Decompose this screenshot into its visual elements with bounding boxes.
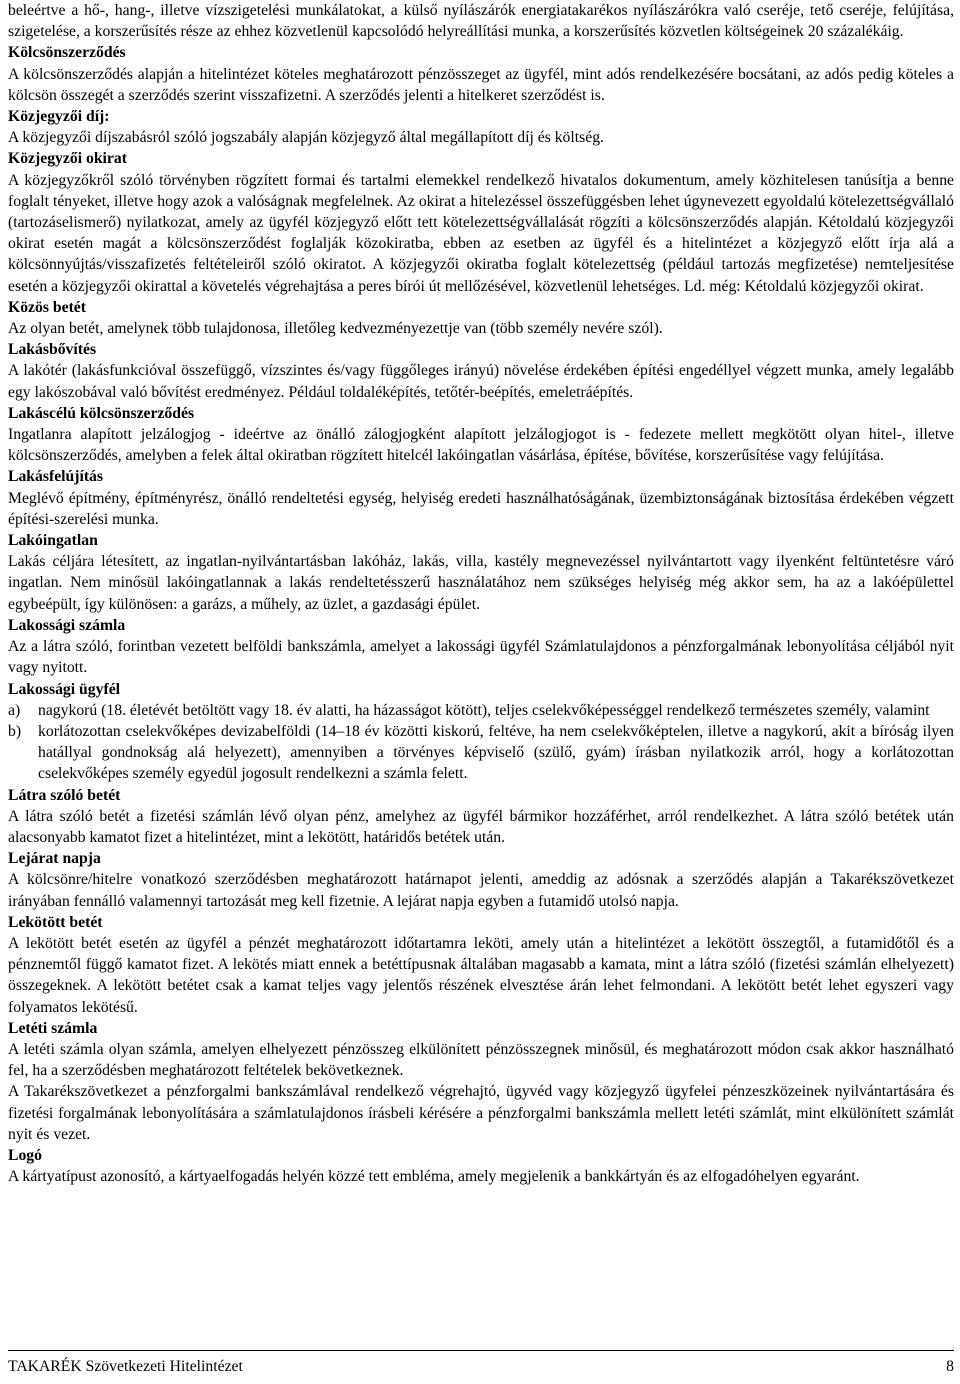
glossary-entry: [8, 615, 954, 679]
glossary-term: Kölcsönszerződés: [8, 44, 126, 62]
glossary-entry: [8, 403, 954, 467]
glossary-definition: A kártyatípust azonosító, a kártyaelfogadás helyén közzé tett embléma, amely megjelenik a bankkártyán és az elfogadóhelyen egyaránt.: [8, 1168, 860, 1186]
glossary-entry: [8, 466, 954, 530]
glossary-definition: A Takarékszövetkezet a pénzforgalmi bankszámlával rendelkező végrehajtó, ügyvéd vagy közjegyző ügyfelei pénzeszközeinek nyilvántartására és fizetési forgalmának lebonyolítására a számlatulajdonos írásbeli kérésére a pénzforgalmi bankszámla mellett letéti számlát, mint elkülönített számlát nyit és vezet.: [8, 1083, 954, 1143]
glossary-term: Lejárat napja: [8, 850, 101, 868]
glossary-entry: [8, 339, 954, 403]
glossary-term: Lakossági ügyfél: [8, 680, 121, 698]
glossary-entry: [8, 1145, 954, 1187]
glossary-term: Lakásbővítés: [8, 341, 97, 359]
glossary-entry: [8, 1018, 954, 1145]
glossary-term: Közjegyzői díj:: [8, 108, 110, 126]
glossary-entry: [8, 42, 954, 106]
list-marker: b): [8, 722, 22, 740]
glossary-entry: [8, 148, 954, 296]
glossary-entry: [8, 848, 954, 912]
glossary-entry: [8, 530, 954, 615]
glossary-definition: Lakás céljára létesített, az ingatlan-nyilvántartásban lakóház, lakás, villa, kastély megnevezéssel nyilvántartott vagy ilyenként feltüntetésre váró ingatlan. Nem minősül lakóingatlannak a lakás rendeltetésszerű használatához nem szükséges helyiség még akkor sem, ha az a lakóépülettel egybeépült, így különösen: a garázs, a műhely, az üzlet, a gazdasági épület.: [8, 553, 954, 613]
list-item: [8, 700, 954, 721]
glossary-definition: A lakótér (lakásfunkcióval összefüggő, vízszintes és/vagy függőleges irányú) növelése érdekében építési engedéllyel végzett munka, amely legalább egy lakószobával való bővítést eredményez. Például toldaléképítés, tetőtér-beépítés, emeletráépítés.: [8, 362, 954, 401]
glossary-entry: [8, 785, 954, 849]
glossary-entries: [8, 42, 954, 1187]
glossary-definition: Az olyan betét, amelynek több tulajdonosa, illetőleg kedvezményezettje van (több személy nevére szól).: [8, 320, 663, 338]
glossary-definition: A közjegyzői díjszabásról szóló jogszabály alapján közjegyző által megállapított díj és költség.: [8, 129, 604, 147]
document-body: [8, 0, 954, 1187]
glossary-definition: A letéti számla olyan számla, amelyen elhelyezett pénzösszeg elkülönített pénzösszegnek minősül, és meghatározott módon csak akkor használható fel, ha a szerződésben meghatározott feltételek bekövetkeznek.: [8, 1040, 954, 1080]
list-item-text: nagykorú (18. életévét betöltött vagy 18. év alatti, ha házasságot kötött), teljes cselekvőképességgel rendelkező természetes személy, valamint: [38, 701, 930, 719]
list-item: [8, 721, 954, 785]
glossary-term: Közjegyzői okirat: [8, 150, 127, 168]
glossary-term: Lakáscélú kölcsönszerződés: [8, 404, 195, 422]
glossary-term: Lakossági számla: [8, 616, 126, 634]
glossary-definition: A kölcsönre/hitelre vonatkozó szerződésben meghatározott határnapot jelenti, ameddig az adósnak a szerződés alapján a Takarékszövetkezet irányában fennálló valamennyi tartozását meg kell fizetnie. A lejárat napja egyben a futamidő utolsó napja.: [8, 871, 954, 910]
footer-title: TAKARÉK Szövetkezeti Hitelintézet: [8, 1358, 243, 1375]
intro-paragraph: beleértve a hő-, hang-, illetve vízszigetelési munkálatokat, a külső nyílászárók energiatakarékos nyílászárókra való cseréje, tető cseréje, felújítása, szigetelése, a korszerűsítés része az ehhez közvetlenül kapcsolódó helyreállítási munka, a korszerűsítés közvetlen költségeinek 20 százalékáig.: [8, 2, 954, 41]
glossary-definition: A kölcsönszerződés alapján a hitelintézet köteles meghatározott pénzösszeget az ügyfél, mint adós rendelkezésére bocsátani, az adós pedig köteles a kölcsön összegét a szerződés szerint visszafizetni. A szerződés jelenti a hitelkeret szerződést is.: [8, 65, 954, 104]
glossary-definition: A közjegyzőkről szóló törvényben rögzített formai és tartalmi elemekkel rendelkező hivatalos dokumentum, amely közhitelesen tanúsítja a benne foglalt tényeket, illetve hogy azok a valóságnak megfelelnek. Az okirat a hitelezéssel összefüggésben lehet úgynevezett egyoldalú kötelezettségvállaló (tartozáselismerő) nyilatkozat, amely az ügyfél közjegyző előtt tett kötelezettségvállalását rögzíti a kölcsönszerződés alapján. Kétoldalú közjegyzői okirat esetén magát a kölcsönszerződést foglalják közokiratba, ebben az esetben az ügyfél és a hitelintézet a közjegyző előtt írja alá a kölcsönnyújtás/visszafizetés feltételeiről szóló okiratot. A közjegyzői okiratba foglalt kötelezettség (például tartozás megfizetése) nemteljesítése esetén a közjegyzői okirattal a követelés végrehajtása a peres bírói út mellőzésével, közvetlenül lehetséges. Ld. még: Kétoldalú közjegyzői okirat.: [8, 171, 954, 295]
glossary-entry: [8, 912, 954, 1018]
glossary-term: Közös betét: [8, 298, 86, 316]
glossary-entry: [8, 297, 954, 339]
page-footer: [8, 1350, 954, 1377]
glossary-term: Lekötött betét: [8, 913, 103, 931]
glossary-term: Lakóingatlan: [8, 532, 98, 550]
glossary-term: Látra szóló betét: [8, 786, 121, 804]
glossary-definition: A lekötött betét esetén az ügyfél a pénzét meghatározott időtartamra leköti, amely után a hitelintézet a lekötött összegtől, a futamidőtől és a pénznemtől függő kamatot fizet. A lekötés miatt ennek a betéttípusnak általában magasabb a kamata, mint a látra szóló (fizetési számlán elhelyezett) összegeknek. A lekötött betétet csak a kamat teljes vagy jelentős részének elvesztése árán lehet felmondani. A lekötött betét lehet egyszeri vagy folyamatos lekötésű.: [8, 934, 954, 1016]
definition-list: [8, 700, 954, 785]
glossary-term: Logó: [8, 1146, 42, 1164]
glossary-definition: Ingatlanra alapított jelzálogjog - ideértve az önálló zálogjogként alapított jelzálogjogot is - fedezete mellett megkötött olyan hitel-, illetve kölcsönszerződés, amelyben a felek által okiratban rögzített hitelcél lakóingatlan vásárlása, építése, bővítése, korszerűsítése vagy felújítása.: [8, 426, 954, 465]
glossary-definition: Meglévő építmény, építményrész, önálló rendeltetési egység, helyiség eredeti használhatóságának, üzembiztonságának biztosítása érdekében végzett építési-szerelési munka.: [8, 489, 954, 528]
list-item-text: korlátozottan cselekvőképes devizabelföldi (14–18 év közötti kiskorú, feltéve, ha nem cselekvőképtelen, illetve a nagykorú, akit a bíróság ilyen hatállyal gondnokság alá helyezett), amennyiben a törvényes képviselő (szülő, gyám) írásban nyilatkozik arról, hogy a korlátozottan cselekvőképes személy egyedül jogosult rendelkezni a számla felett.: [38, 722, 954, 783]
glossary-entry: [8, 106, 954, 148]
glossary-definition: A látra szóló betét a fizetési számlán lévő olyan pénz, amelyhez az ügyfél bármikor hozzáférhet, arról rendelkezhet. A látra szóló betétek után alacsonyabb kamatot fizet a hitelintézet, mint a lekötött, határidős betétek után.: [8, 807, 954, 846]
glossary-entry: [8, 679, 954, 785]
page-number: 8: [946, 1358, 954, 1375]
glossary-definition: Az a látra szóló, forintban vezetett belföldi bankszámla, amelyet a lakossági ügyfél Számlatulajdonos a pénzforgalmának lebonyolítása céljából nyit vagy nyitott.: [8, 638, 954, 677]
list-marker: a): [8, 701, 21, 719]
glossary-term: Letéti számla: [8, 1019, 98, 1037]
glossary-term: Lakásfelújítás: [8, 468, 104, 486]
